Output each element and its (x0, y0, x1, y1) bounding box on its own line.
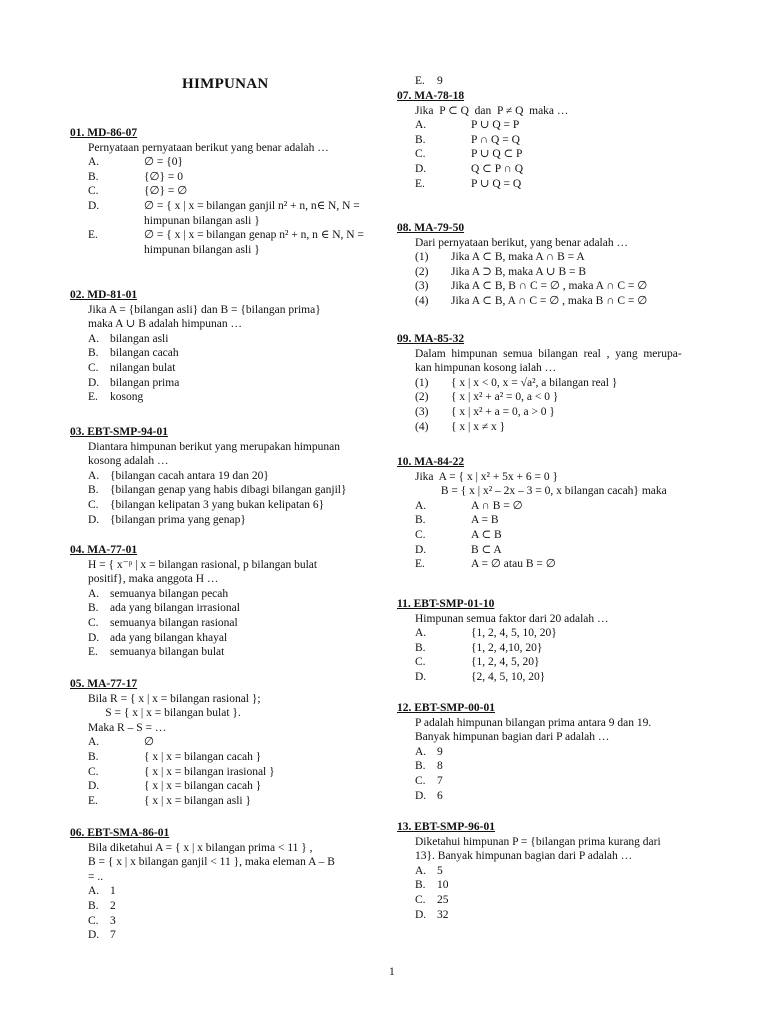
answer-option (397, 405, 697, 420)
answer-option (397, 162, 697, 177)
option-text: A ∩ B = ∅ (471, 499, 523, 512)
question-block (397, 74, 697, 89)
question-header: 13. EBT-SMP-96-01 (397, 821, 495, 833)
option-text: nilangan bulat (110, 361, 176, 374)
question-block (70, 288, 370, 405)
answer-option (397, 543, 697, 558)
question-stem: S = { x | x = bilangan bulat }. (88, 707, 241, 720)
answer-option (70, 631, 370, 646)
answer-option (397, 499, 697, 514)
option-text: { x | x < 0, x = √a², a bilangan real } (451, 376, 618, 389)
option-text: {2, 4, 5, 10, 20} (471, 670, 546, 683)
option-letter: D. (88, 513, 100, 526)
option-text: 10 (437, 879, 449, 892)
option-text: P ∪ Q = Q (471, 177, 522, 190)
option-letter: A. (88, 332, 100, 345)
question-block (397, 332, 697, 434)
answer-option (70, 498, 370, 513)
question-stem: positif}, maka anggota H … (88, 573, 219, 586)
question-stem: B = { x | x bilangan ganjil < 11 }, maka eleman A – B (88, 856, 335, 869)
option-text: 25 (437, 893, 449, 906)
option-text: {∅} = ∅ (144, 185, 188, 198)
answer-option (70, 155, 370, 170)
option-letter: (3) (415, 405, 429, 418)
answer-option (397, 294, 697, 309)
option-letter: D. (88, 376, 100, 389)
answer-option (70, 914, 370, 929)
option-text: 1 (110, 885, 116, 898)
answer-option (70, 346, 370, 361)
question-stem: Diantara himpunan berikut yang merupakan himpunan (88, 440, 340, 453)
answer-option (397, 74, 697, 89)
answer-option (397, 390, 697, 405)
question-block (70, 826, 370, 943)
option-letter: C. (88, 361, 99, 374)
answer-option (397, 670, 697, 685)
option-letter: A. (415, 499, 427, 512)
option-text: { x | x = bilangan asli } (144, 794, 252, 807)
answer-option (70, 184, 370, 199)
option-text: ada yang bilangan irrasional (110, 602, 240, 615)
option-text: semuanya bilangan pecah (110, 587, 229, 600)
option-letter: D. (415, 543, 427, 556)
option-text: ∅ = { x | x = bilangan genap n² + n, n ∈ N, N = himpunan bilangan asli } (144, 229, 364, 256)
option-letter: A. (415, 745, 427, 758)
option-letter: C. (415, 656, 426, 669)
answer-option (70, 645, 370, 660)
option-letter: A. (88, 736, 100, 749)
option-text: P ∩ Q = Q (471, 133, 520, 146)
answer-option (397, 759, 697, 774)
option-letter: D. (415, 908, 427, 921)
answer-option (70, 601, 370, 616)
answer-option (70, 587, 370, 602)
answer-option (397, 789, 697, 804)
option-text: kosong (110, 391, 144, 404)
option-letter: B. (415, 760, 426, 773)
answer-option (70, 899, 370, 914)
option-text: A ⊂ B (471, 528, 502, 541)
question-block (70, 425, 370, 527)
answer-option (70, 779, 370, 794)
question-block (397, 455, 697, 572)
answer-option (397, 133, 697, 148)
option-text: { x | x = bilangan irasional } (144, 765, 275, 778)
option-text: 9 (437, 745, 443, 758)
question-stem: kosong adalah … (88, 455, 169, 468)
option-letter: A. (88, 469, 100, 482)
option-letter: B. (415, 514, 426, 527)
option-letter: D. (88, 631, 100, 644)
question-stem: P adalah himpunan bilangan prima antara 9 dan 19. (415, 716, 652, 729)
option-letter: B. (88, 899, 99, 912)
option-text: 7 (110, 929, 116, 942)
option-text: { x | x ≠ x } (451, 420, 506, 433)
option-text: ∅ (144, 736, 155, 749)
answer-option (397, 118, 697, 133)
option-letter: B. (88, 750, 99, 763)
option-text: 32 (437, 908, 449, 921)
answer-option (70, 228, 370, 257)
option-letter: A. (415, 864, 427, 877)
question-stem: Himpunan semua faktor dari 20 adalah … (415, 612, 609, 625)
answer-option (397, 528, 697, 543)
question-stem: Pernyataan pernyataan berikut yang benar adalah … (88, 141, 329, 154)
option-letter: B. (415, 133, 426, 146)
option-letter: D. (415, 789, 427, 802)
answer-option (70, 616, 370, 631)
option-text: {1, 2, 4,10, 20} (471, 641, 543, 654)
option-letter: A. (415, 119, 427, 132)
option-text: 9 (437, 75, 443, 87)
question-block (397, 820, 697, 922)
option-letter: E. (88, 391, 98, 404)
option-letter: D. (415, 162, 427, 175)
option-text: P ∪ Q ⊂ P (471, 148, 523, 161)
answer-option (70, 170, 370, 185)
question-header: 01. MD-86-07 (70, 127, 138, 139)
option-letter: C. (88, 616, 99, 629)
question-stem: 13}. Banyak himpunan bagian dari P adalah … (415, 850, 633, 863)
answer-option (70, 483, 370, 498)
option-letter: E. (88, 794, 98, 807)
answer-option (397, 147, 697, 162)
option-text: A = B (471, 514, 499, 527)
question-stem: Bila R = { x | x = bilangan rasional }; (88, 692, 261, 705)
option-text: {1, 2, 4, 5, 10, 20} (471, 627, 557, 640)
option-letter: (4) (415, 294, 429, 307)
option-letter: C. (415, 528, 426, 541)
question-stem: Dari pernyataan berikut, yang benar adalah … (415, 236, 628, 249)
question-stem: = .. (88, 870, 104, 883)
question-stem: Jika A = {bilangan asli} dan B = {bilangan prima} (88, 303, 321, 316)
option-letter: A. (88, 587, 100, 600)
answer-option (70, 513, 370, 528)
option-letter: (2) (415, 265, 429, 278)
option-text: {bilangan genap yang habis dibagi bilangan ganjil} (110, 484, 347, 497)
option-letter: C. (415, 893, 426, 906)
option-letter: D. (415, 670, 427, 683)
answer-option (70, 794, 370, 809)
option-letter: C. (88, 498, 99, 511)
answer-option (397, 745, 697, 760)
option-letter: E. (88, 646, 98, 659)
answer-option (397, 774, 697, 789)
answer-option (70, 390, 370, 405)
option-letter: C. (88, 185, 99, 198)
question-header: 04. MA-77-01 (70, 544, 138, 556)
answer-option (70, 928, 370, 943)
option-text: { x | x = bilangan cacah } (144, 750, 262, 763)
option-letter: C. (88, 765, 99, 778)
answer-option (70, 361, 370, 376)
question-header: 10. MA-84-22 (397, 456, 465, 468)
option-text: ∅ = {0} (144, 156, 184, 169)
option-text: Jika A ⊂ B, maka A ∩ B = A (451, 251, 585, 264)
option-text: 3 (110, 914, 116, 927)
question-header: 06. EBT-SMA-86-01 (70, 827, 170, 839)
question-stem: H = { x⁻ᵖ | x = bilangan rasional, p bilangan bulat (88, 558, 318, 571)
answer-option (397, 279, 697, 294)
option-letter: (2) (415, 391, 429, 404)
question-header: 11. EBT-SMP-01-10 (397, 598, 495, 610)
answer-option (397, 250, 697, 265)
answer-option (70, 765, 370, 780)
option-text: 6 (437, 789, 443, 802)
option-text: { x | x = bilangan cacah } (144, 780, 262, 793)
option-letter: C. (415, 774, 426, 787)
option-text: { x | x² + a² = 0, a < 0 } (451, 391, 559, 404)
page-number: 1 (389, 966, 395, 978)
question-header: 08. MA-79-50 (397, 222, 465, 234)
answer-option (70, 750, 370, 765)
option-text: 2 (110, 899, 116, 912)
option-letter: D. (88, 929, 100, 942)
option-letter: D. (88, 199, 100, 212)
question-stem: kan himpunan kosong ialah … (415, 362, 557, 375)
option-text: 8 (437, 760, 443, 773)
option-text: bilangan prima (110, 376, 180, 389)
option-letter: (1) (415, 376, 429, 389)
option-letter: B. (88, 484, 99, 497)
answer-option (397, 641, 697, 656)
question-stem: B = { x | x² – 2x – 3 = 0, x bilangan cacah} maka (415, 485, 667, 498)
option-letter: B. (88, 170, 99, 183)
question-block (397, 221, 697, 309)
option-letter: E. (415, 177, 425, 190)
answer-option (397, 893, 697, 908)
question-stem: Jika P ⊂ Q dan P ≠ Q maka … (415, 104, 569, 117)
question-header: 02. MD-81-01 (70, 289, 138, 301)
answer-option (397, 655, 697, 670)
option-letter: (4) (415, 420, 429, 433)
answer-option (70, 376, 370, 391)
option-text: Jika A ⊂ B, A ∩ C = ∅ , maka B ∩ C = ∅ (451, 294, 648, 307)
answer-option (70, 735, 370, 750)
question-header: 05. MA-77-17 (70, 678, 138, 690)
option-text: Jika A ⊃ B, maka A ∪ B = B (451, 265, 587, 278)
option-text: { x | x² + a = 0, a > 0 } (451, 405, 555, 418)
answer-option (397, 376, 697, 391)
option-text: ∅ = { x | x = bilangan ganjil n² + n, n∈ N, N = himpunan bilangan asli } (144, 199, 360, 227)
question-stem: Dalam himpunan semua bilangan real , yang merupa- (415, 347, 682, 360)
option-text: {bilangan cacah antara 19 dan 20} (110, 469, 269, 482)
question-stem: Diketahui himpunan P = {bilangan prima kurang dari (415, 835, 661, 848)
option-letter: D. (88, 780, 100, 793)
option-letter: (1) (415, 251, 429, 264)
question-header: 09. MA-85-32 (397, 333, 465, 345)
answer-option (397, 626, 697, 641)
answer-option (70, 199, 370, 228)
question-stem: maka A ∪ B adalah himpunan … (88, 318, 242, 331)
option-letter: A. (415, 627, 427, 640)
answer-option (397, 557, 697, 572)
option-text: {bilangan prima yang genap} (110, 513, 246, 526)
option-letter: B. (88, 602, 99, 615)
answer-option (397, 177, 697, 192)
option-text: Jika A ⊂ B, B ∩ C = ∅ , maka A ∩ C = ∅ (451, 280, 648, 293)
question-block (70, 677, 370, 808)
question-stem: Bila diketahui A = { x | x bilangan prima < 11 } , (88, 841, 313, 854)
page-title: HIMPUNAN (182, 76, 269, 92)
answer-option (397, 513, 697, 528)
answer-option (70, 884, 370, 899)
option-text: B ⊂ A (471, 543, 502, 556)
option-letter: C. (415, 148, 426, 161)
question-block (397, 597, 697, 685)
question-block (70, 126, 370, 257)
option-letter: B. (415, 641, 426, 654)
option-letter: B. (88, 347, 99, 360)
question-header: 07. MA-78-18 (397, 90, 465, 102)
option-text: {1, 2, 4, 5, 20} (471, 656, 540, 669)
option-letter: E. (88, 229, 98, 242)
question-block (397, 89, 697, 191)
answer-option (397, 265, 697, 280)
option-letter: A. (88, 156, 100, 169)
answer-option (397, 864, 697, 879)
answer-option (70, 469, 370, 484)
option-text: {bilangan kelipatan 3 yang bukan kelipatan 6} (110, 498, 325, 511)
question-stem: Banyak himpunan bagian dari P adalah … (415, 731, 610, 744)
option-text: 5 (437, 864, 443, 877)
option-text: bilangan cacah (110, 347, 179, 360)
option-text: bilangan asli (110, 332, 169, 345)
option-text: {∅} = 0 (144, 170, 184, 183)
option-text: 7 (437, 774, 443, 787)
option-text: P ∪ Q = P (471, 119, 520, 132)
option-letter: C. (88, 914, 99, 927)
option-letter: A. (88, 885, 100, 898)
option-text: semuanya bilangan rasional (110, 616, 238, 629)
question-header: 12. EBT-SMP-00-01 (397, 702, 495, 714)
option-text: A = ∅ atau B = ∅ (471, 558, 556, 571)
option-letter: (3) (415, 280, 429, 293)
option-text: semuanya bilangan bulat (110, 646, 225, 659)
question-block (397, 701, 697, 803)
answer-option (397, 420, 697, 435)
question-stem: Jika A = { x | x² + 5x + 6 = 0 } (415, 470, 559, 483)
option-text: Q ⊂ P ∩ Q (471, 162, 524, 175)
option-letter: E. (415, 75, 425, 87)
question-header: 03. EBT-SMP-94-01 (70, 426, 168, 438)
answer-option (397, 878, 697, 893)
option-text: ada yang bilangan khayal (110, 631, 228, 644)
answer-option (70, 332, 370, 347)
option-letter: B. (415, 879, 426, 892)
question-stem: Maka R – S = … (88, 721, 167, 734)
option-letter: E. (415, 558, 425, 571)
answer-option (397, 908, 697, 923)
question-block (70, 543, 370, 660)
